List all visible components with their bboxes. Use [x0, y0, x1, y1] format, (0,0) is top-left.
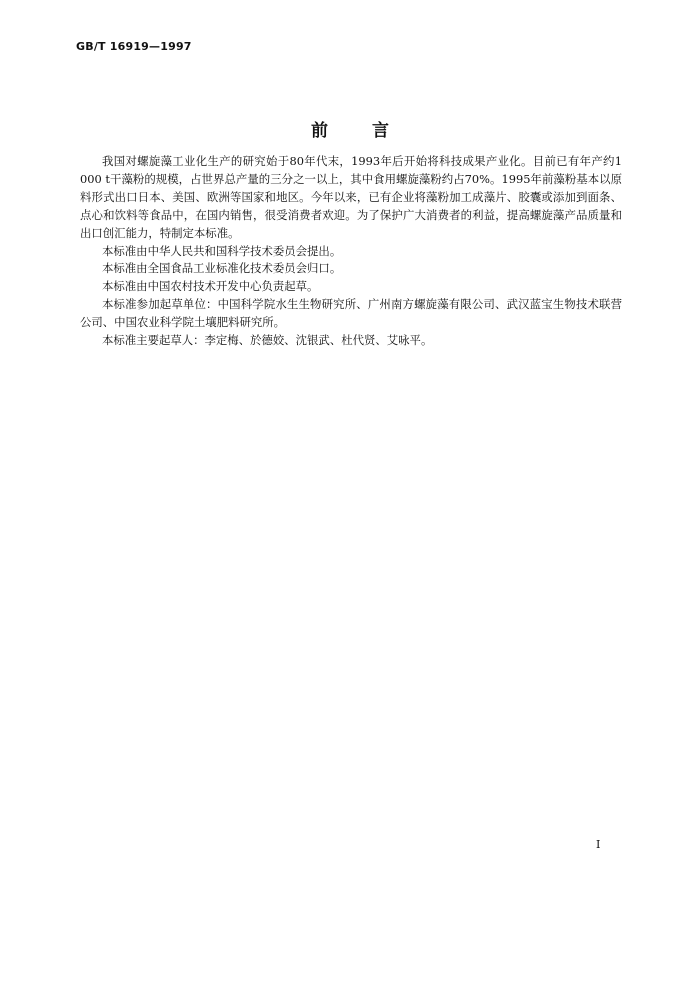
paragraph-participating-units: 本标准参加起草单位：中国科学院水生生物研究所、广州南方螺旋藻有限公司、武汉蓝宝生物技术联营公司、中国农业科学院土壤肥料研究所。 — [80, 297, 622, 330]
page-number: I — [596, 838, 601, 851]
paragraph-background: 我国对螺旋藻工业化生产的研究始于80年代末，1993年后开始将科技成果产业化。目前已有年产约1 000 t干藻粉的规模，占世界总产量的三分之一以上，其中食用螺旋藻粉约占70%。1995年前藻粉基本以原料形式出口日本、美国、欧洲等国家和地区。今年以来，已有企业将藻粉加工成藻片、胶囊或添加到面条、点心和饮料等食品中，在国内销售，很受消费者欢迎。为了保护广大消费者的利益，提高螺旋藻产品质量和出口创汇能力，特制定本标准。 — [80, 154, 622, 240]
page-title: 前言 — [311, 121, 433, 141]
standard-code-header: GB/T 16919—1997 — [76, 40, 192, 53]
paragraph-proposer: 本标准由中华人民共和国科学技术委员会提出。 — [102, 243, 342, 258]
paragraph-drafter: 本标准由中国农村技术开发中心负责起草。 — [102, 279, 319, 294]
foreword-body — [80, 153, 622, 350]
paragraph-administrator: 本标准由全国食品工业标准化技术委员会归口。 — [102, 261, 342, 276]
paragraph-main-drafters: 本标准主要起草人：李定梅、於德姣、沈银武、杜代贤、艾咏平。 — [102, 333, 433, 348]
